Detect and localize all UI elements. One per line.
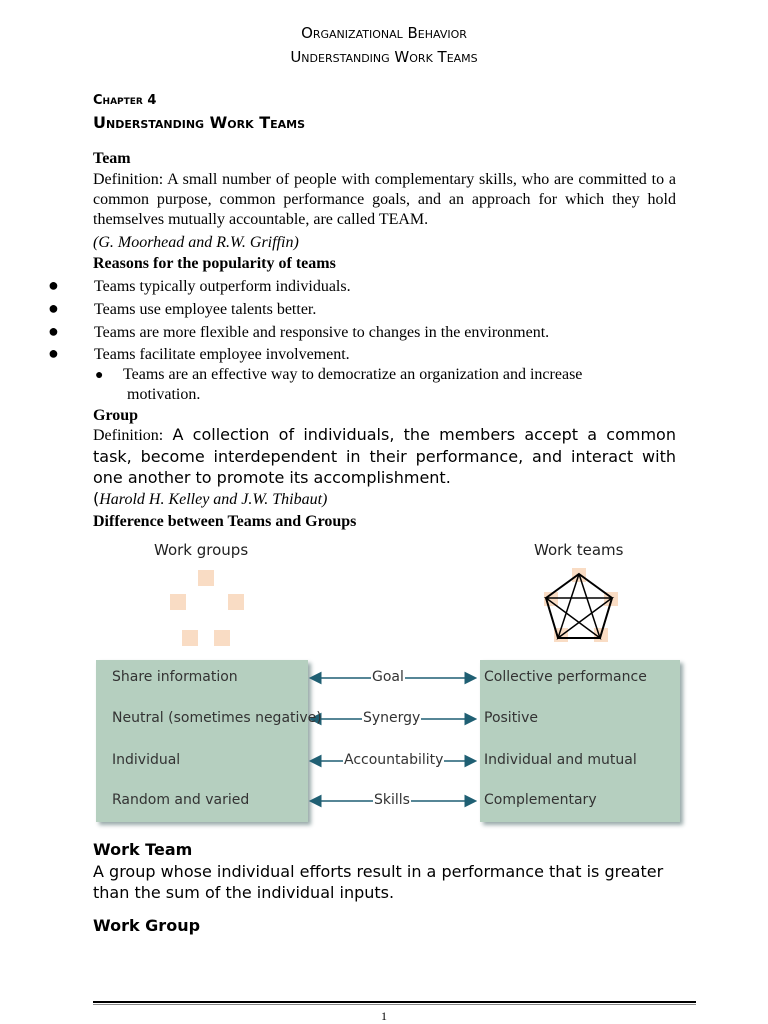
group-attribute-goal: Share information (112, 669, 238, 685)
work-groups-title: Work groups (154, 541, 249, 559)
group-citation (93, 489, 327, 510)
sub-reason-line: Teams are an effective way to democratize an organization and increase (123, 366, 583, 383)
dimension-accountability: Accountability (344, 752, 444, 768)
bullet-icon: ● (48, 321, 59, 341)
footer-rule-shadow (93, 1004, 696, 1005)
work-group-heading: Work Group (93, 916, 201, 935)
dimension-synergy: Synergy (363, 710, 421, 726)
bullet-icon: ● (48, 298, 59, 318)
team-attribute-goal: Collective performance (484, 669, 647, 685)
citation-paren: ( (93, 489, 100, 508)
reasons-heading: Reasons for the popularity of teams (93, 255, 336, 272)
team-attribute-accountability: Individual and mutual (484, 752, 637, 768)
chapter-label: Chapter 4 (93, 93, 157, 108)
chapter-title: Understanding Work Teams (93, 113, 306, 132)
team-attribute-synergy: Positive (484, 710, 538, 726)
dimension-goal: Goal (372, 669, 404, 685)
document-header-title: Organizational Behavior (301, 24, 467, 42)
team-citation: (G. Moorhead and R.W. Griffin) (93, 234, 299, 251)
bullet-icon: ● (95, 368, 104, 383)
team-attribute-skills: Complementary (484, 792, 597, 808)
list-item (48, 321, 549, 343)
document-header-subtitle: Understanding Work Teams (290, 48, 478, 66)
team-definition: Definition: A small number of people with complementary skills, who are committed to a common purpose, common performance goals, and an approach for which they hold themselves mutually accountable, are called TEAM. (93, 171, 676, 228)
list-item (48, 275, 351, 297)
group-definition (93, 424, 676, 488)
dimension-skills: Skills (374, 792, 410, 808)
list-item (48, 343, 350, 365)
group-heading: Group (93, 407, 139, 424)
work-team-definition: A group whose individual efforts result in a performance that is greater than the sum of the individual inputs. (93, 862, 664, 902)
list-item (95, 365, 582, 386)
bullet-icon: ● (48, 343, 59, 363)
page-number: 1 (381, 1009, 387, 1023)
group-attribute-skills: Random and varied (112, 792, 250, 808)
team-heading: Team (93, 150, 131, 167)
definition-label: Definition: (93, 427, 164, 444)
reason-text: Teams facilitate employee involvement. (94, 346, 350, 363)
group-attribute-synergy: Neutral (sometimes negative) (112, 710, 322, 726)
definition-text: A collection of individuals, the members accept a common task, become interdependent in their performance, and interact with one another to promote its accomplishment. (93, 425, 676, 487)
sub-reason-continuation: motivation. (127, 386, 201, 403)
groups-vs-teams-diagram (96, 538, 692, 826)
work-teams-title: Work teams (534, 541, 624, 559)
citation-text: Harold H. Kelley and J.W. Thibaut) (99, 491, 328, 508)
list-item (48, 298, 316, 320)
reason-text: Teams are more flexible and responsive to changes in the environment. (94, 324, 550, 341)
bullet-icon: ● (48, 275, 59, 295)
reason-text: Teams typically outperform individuals. (94, 278, 351, 295)
work-team-heading: Work Team (93, 840, 193, 859)
group-attribute-accountability: Individual (112, 752, 181, 768)
reason-text: Teams use employee talents better. (94, 301, 317, 318)
footer-rule (93, 1001, 696, 1003)
difference-heading: Difference between Teams and Groups (93, 513, 357, 530)
